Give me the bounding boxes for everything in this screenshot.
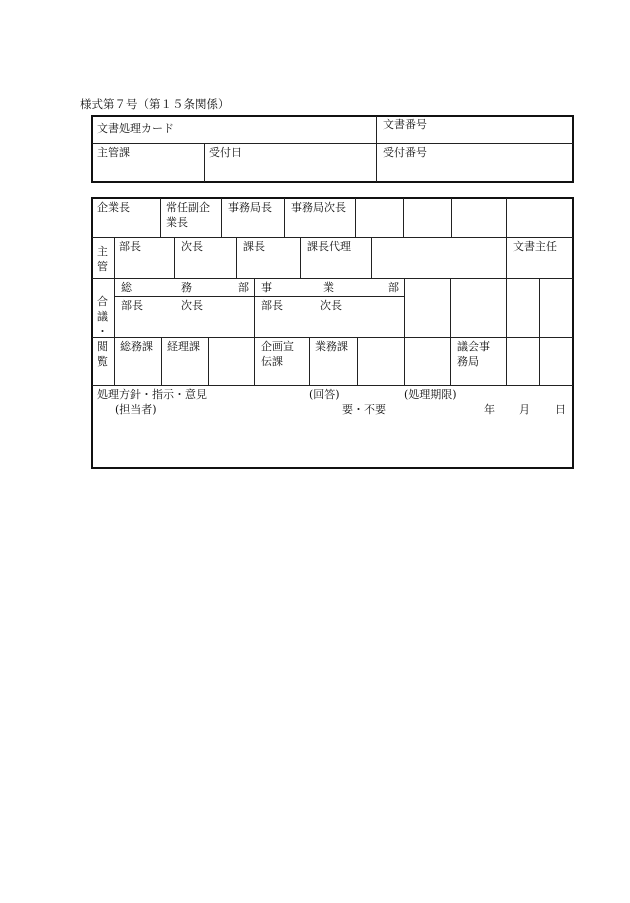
day-label: 日 <box>555 403 566 416</box>
consult-side-label-1: 合 <box>97 295 108 308</box>
main-section-label: 主管課 <box>97 146 130 159</box>
divider <box>357 337 358 385</box>
divider <box>451 198 452 237</box>
divider <box>92 143 573 144</box>
divider <box>254 278 255 385</box>
divider <box>208 337 209 385</box>
assembly-office-label-line1: 議会事 <box>457 340 490 353</box>
deputy-head-label-line1: 常任副企 <box>166 201 210 214</box>
section-chief-label: 課長 <box>243 240 265 253</box>
deadline-label: (処理期限) <box>404 388 457 401</box>
divider <box>174 237 175 278</box>
year-label: 年 <box>484 403 495 416</box>
divider <box>506 198 507 237</box>
divider <box>300 237 301 278</box>
person-in-charge-label: (担当者) <box>115 403 157 416</box>
accounting-section-label: 経理課 <box>167 340 200 353</box>
divider <box>506 278 507 385</box>
divider <box>160 198 161 237</box>
divider <box>539 278 540 385</box>
document-number-label: 文書番号 <box>383 118 427 131</box>
main-deputy-head-label: 次長 <box>181 240 203 253</box>
divider <box>114 296 405 297</box>
divider <box>221 198 222 237</box>
business-heading-char-1: 事 <box>261 281 272 294</box>
office-director-label: 事務局長 <box>228 201 272 214</box>
consult-side-label-2: 議 <box>97 310 108 323</box>
consult-side-label-3: ・ <box>97 325 108 338</box>
divider <box>376 116 377 182</box>
answer-label: (回答) <box>309 388 340 401</box>
consult-side-label-5: 覧 <box>97 355 108 368</box>
month-label: 月 <box>519 403 530 416</box>
divider <box>355 198 356 237</box>
business-section-label: 業務課 <box>315 340 348 353</box>
consult-side-label-4: 閲 <box>97 340 108 353</box>
assembly-office-label-line2: 務局 <box>457 355 479 368</box>
policy-label: 処理方針・指示・意見 <box>97 388 207 401</box>
divider <box>309 337 310 385</box>
card-title: 文書処理カード <box>97 122 174 135</box>
main-department-head-label: 部長 <box>119 240 141 253</box>
deputy-head-label-line2: 業長 <box>166 216 188 229</box>
section-chief-deputy-label: 課長代理 <box>307 240 351 253</box>
divider <box>403 198 404 237</box>
main-side-label-1: 主 <box>97 245 108 258</box>
reception-number-label: 受付番号 <box>383 146 427 159</box>
biz-deputy-head-label: 次長 <box>320 299 342 312</box>
ga-department-head-label: 部長 <box>121 299 143 312</box>
general-affairs-heading-char-3: 部 <box>238 281 249 294</box>
general-affairs-heading-char-2: 務 <box>181 281 192 294</box>
divider <box>404 278 405 385</box>
form-label: 様式第７号（第１５条関係） <box>80 97 230 111</box>
document-officer-label: 文書主任 <box>513 240 557 253</box>
reception-date-label: 受付日 <box>209 146 242 159</box>
divider <box>161 337 162 385</box>
divider <box>114 237 115 385</box>
divider <box>92 385 573 386</box>
divider <box>506 237 507 278</box>
divider <box>92 337 573 338</box>
ga-deputy-head-label: 次長 <box>181 299 203 312</box>
general-affairs-heading-char-1: 総 <box>121 281 132 294</box>
divider <box>450 278 451 385</box>
general-affairs-section-label: 総務課 <box>120 340 153 353</box>
biz-department-head-label: 部長 <box>261 299 283 312</box>
divider <box>371 237 372 278</box>
divider <box>284 198 285 237</box>
planning-section-label-line1: 企画宣 <box>261 340 294 353</box>
office-deputy-director-label: 事務局次長 <box>291 201 346 214</box>
required-label: 要・不要 <box>342 403 386 416</box>
enterprise-head-label: 企業長 <box>97 201 130 214</box>
divider <box>92 237 573 238</box>
business-heading-char-2: 業 <box>323 281 334 294</box>
planning-section-label-line2: 伝課 <box>261 355 283 368</box>
business-heading-char-3: 部 <box>388 281 399 294</box>
main-side-label-2: 管 <box>97 260 108 273</box>
divider <box>236 237 237 278</box>
divider <box>92 278 573 279</box>
divider <box>204 143 205 182</box>
